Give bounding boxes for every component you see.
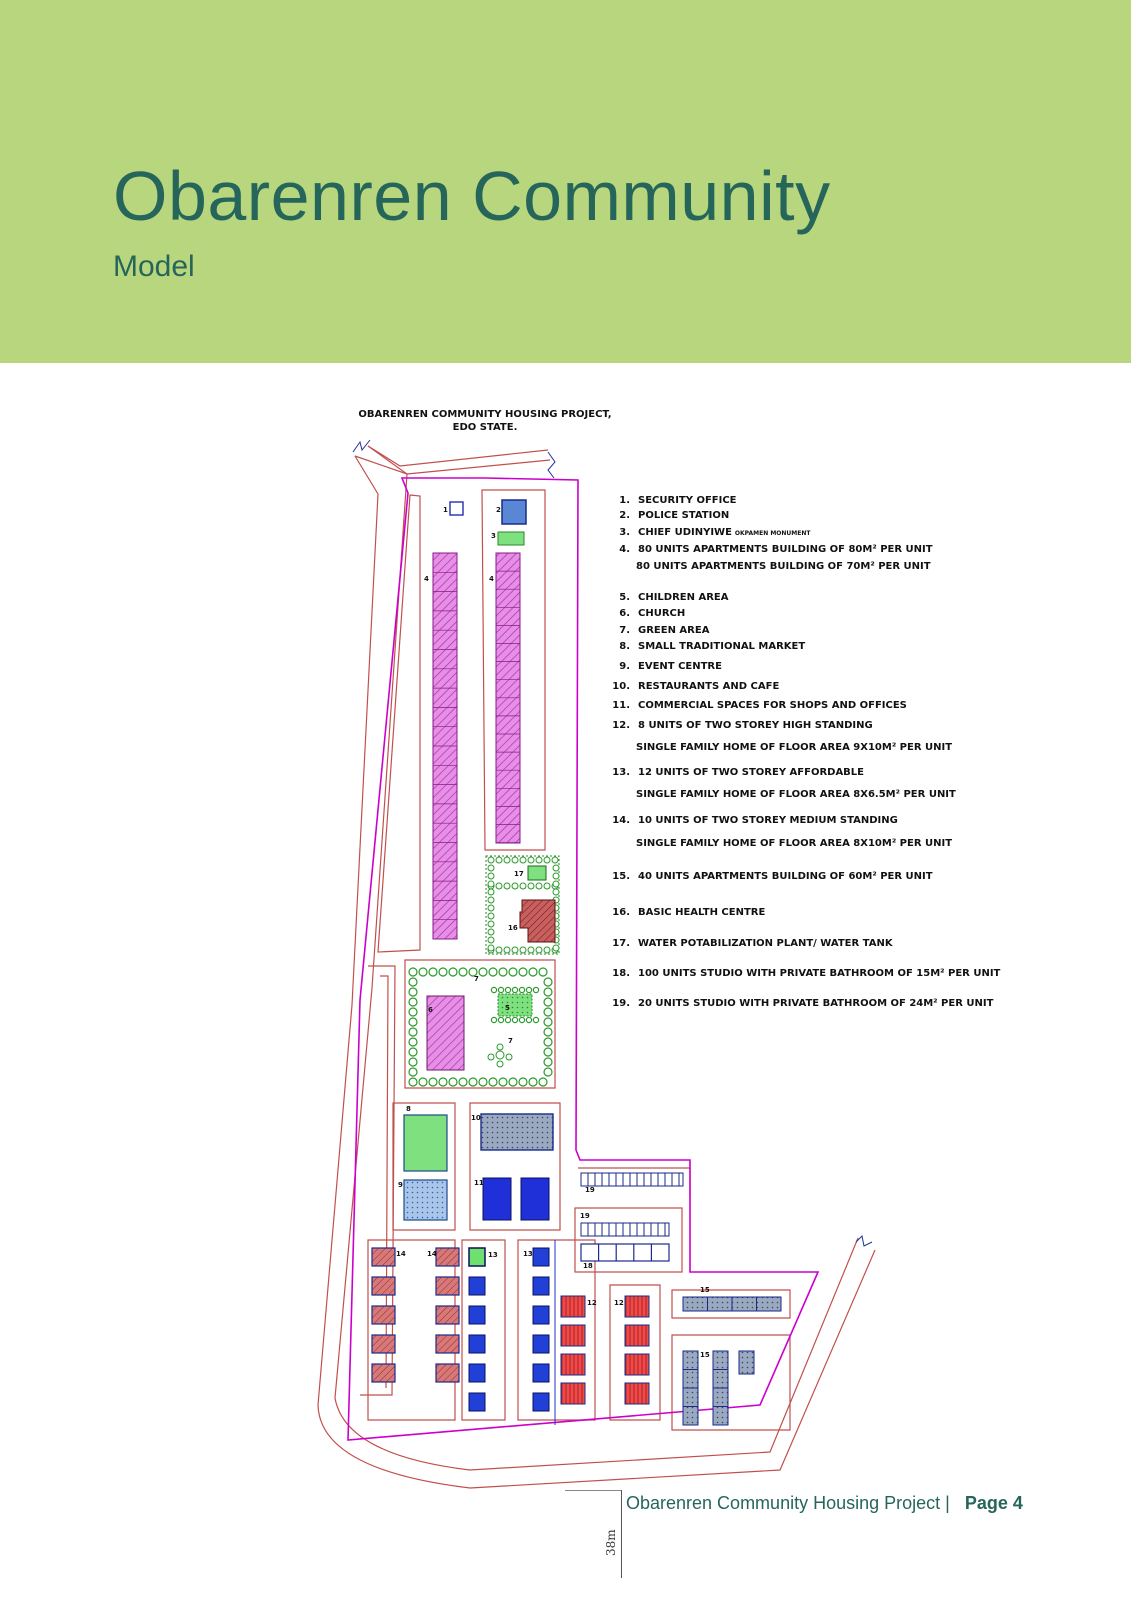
- tree-icon: [469, 1078, 477, 1086]
- tree-icon: [544, 998, 552, 1006]
- tree-icon: [536, 947, 542, 953]
- tree-icon: [409, 1038, 417, 1046]
- legend-item-text: SECURITY OFFICE: [638, 495, 737, 506]
- break-mark-right: [856, 1236, 872, 1246]
- tree-icon: [544, 1068, 552, 1076]
- legend-item-number: 10.: [612, 681, 630, 692]
- house-medium: [436, 1248, 459, 1266]
- studios-19-top: [581, 1173, 683, 1186]
- police-station: [502, 500, 526, 524]
- tree-icon: [504, 883, 510, 889]
- tree-icon: [409, 1048, 417, 1056]
- tree-icon: [409, 1058, 417, 1066]
- scale-label: 38m: [604, 1529, 618, 1556]
- houses-14: [372, 1248, 459, 1382]
- tree-icon: [520, 883, 526, 889]
- tree-icon: [479, 968, 487, 976]
- tree-icon: [488, 921, 494, 927]
- tree-icon: [526, 1017, 531, 1022]
- tree-icon: [552, 857, 558, 863]
- road-block-houses-a: [368, 1240, 455, 1420]
- break-mark-top-right: [548, 452, 555, 478]
- tree-icon: [533, 987, 538, 992]
- houses-12: [561, 1296, 649, 1404]
- tree-icon: [544, 1038, 552, 1046]
- area-label: 6: [428, 1006, 433, 1014]
- tree-icon: [489, 968, 497, 976]
- tree-icon: [488, 937, 494, 943]
- tree-icon: [519, 987, 524, 992]
- house-high-standing: [625, 1383, 649, 1404]
- tree-icon: [553, 865, 559, 871]
- tree-icon: [544, 947, 550, 953]
- legend-item-number: 11.: [612, 700, 630, 711]
- road-lower-left-edge: [360, 966, 395, 1395]
- plan-title-line1: OBARENREN COMMUNITY HOUSING PROJECT,: [358, 409, 612, 420]
- house-medium: [436, 1277, 459, 1295]
- legend-item-number: 1.: [619, 495, 630, 506]
- tree-icon: [449, 968, 457, 976]
- tree-icon: [488, 905, 494, 911]
- legend-item: [606, 681, 779, 692]
- road-top-outer: [355, 456, 550, 474]
- tree-icon: [533, 1017, 538, 1022]
- legend-item-continuation: SINGLE FAMILY HOME OF FLOOR AREA 8X10M² PER UNIT: [636, 838, 953, 849]
- tree-icon: [539, 1078, 547, 1086]
- tree-icon: [519, 1017, 524, 1022]
- house-medium: [436, 1335, 459, 1353]
- area-label: 12: [587, 1299, 597, 1307]
- tree-icon: [496, 857, 502, 863]
- house-affordable: [469, 1335, 485, 1353]
- legend-item-continuation: SINGLE FAMILY HOME OF FLOOR AREA 8X6.5M² PER UNIT: [636, 789, 956, 800]
- area-label: 15: [700, 1351, 710, 1359]
- legend-item-number: 14.: [612, 815, 630, 826]
- legend-item-small-text: OKPAMEN MONUMENT: [734, 530, 811, 537]
- tree-icon: [488, 857, 494, 863]
- legend-item-number: 5.: [619, 592, 630, 603]
- commercial-space-b: [521, 1178, 549, 1220]
- tree-icon: [499, 1078, 507, 1086]
- legend-item-text: 8 UNITS OF TWO STOREY HIGH STANDING: [638, 720, 873, 731]
- legend-item: [606, 495, 737, 506]
- tree-icon: [553, 945, 559, 951]
- tree-icon: [512, 1017, 517, 1022]
- studios-18: [581, 1244, 669, 1261]
- tree-icon: [512, 857, 518, 863]
- tree-icon: [539, 968, 547, 976]
- tree-icon: [488, 929, 494, 935]
- legend-item: [606, 592, 729, 603]
- area-label: 5: [505, 1004, 510, 1012]
- tree-icon: [498, 1017, 503, 1022]
- tree-icon: [544, 1008, 552, 1016]
- tree-icon: [491, 987, 496, 992]
- tree-icon: [409, 1068, 417, 1076]
- tree-icon: [519, 1078, 527, 1086]
- tree-icon: [459, 1078, 467, 1086]
- legend-item-number: 13.: [612, 767, 630, 778]
- house-medium: [372, 1364, 395, 1382]
- legend-item-number: 7.: [619, 625, 630, 636]
- tree-icon: [520, 857, 526, 863]
- legend-item-number: 17.: [612, 938, 630, 949]
- house-medium: [436, 1306, 459, 1324]
- legend-item-text: GREEN AREA: [638, 625, 710, 636]
- tree-icon: [409, 978, 417, 986]
- area-label: 4: [424, 575, 429, 583]
- legend-item: [606, 544, 933, 555]
- tree-icon: [429, 968, 437, 976]
- tree-icon: [544, 1058, 552, 1066]
- plan-title-line2: EDO STATE.: [452, 422, 518, 433]
- road-lower-left-inner: [380, 976, 388, 1388]
- tree-icon: [526, 987, 531, 992]
- tree-icon: [419, 1078, 427, 1086]
- footer-rule-horizontal: [565, 1490, 621, 1491]
- legend-item-number: 2.: [619, 510, 630, 521]
- legend-item-number: 3.: [619, 527, 630, 538]
- legend-item: [606, 938, 893, 949]
- tree-icon: [496, 883, 502, 889]
- tree-icon: [409, 968, 417, 976]
- studio-block: [581, 1244, 669, 1261]
- tree-icon: [528, 883, 534, 889]
- tree-icon: [512, 987, 517, 992]
- tree-icon: [544, 1028, 552, 1036]
- area-label: 1: [443, 506, 448, 514]
- tree-icon: [429, 1078, 437, 1086]
- tree-icon: [488, 897, 494, 903]
- tree-icon: [536, 857, 542, 863]
- tree-icon: [409, 988, 417, 996]
- tree-icon: [488, 865, 494, 871]
- legend-item: [606, 608, 685, 619]
- area-label: 19: [585, 1186, 595, 1194]
- legend-item-number: 19.: [612, 998, 630, 1009]
- tree-icon: [505, 987, 510, 992]
- legend-item: [606, 968, 1000, 979]
- page-title: Obarenren Community: [113, 157, 831, 235]
- area-label: 13: [523, 1250, 533, 1258]
- legend-item-text: 10 UNITS OF TWO STOREY MEDIUM STANDING: [638, 815, 898, 826]
- house-affordable: [469, 1393, 485, 1411]
- studio-block: [581, 1173, 683, 1186]
- commercial-space-a: [483, 1178, 511, 1220]
- area-label: 17: [514, 870, 524, 878]
- legend-item-text: 80 UNITS APARTMENTS BUILDING OF 80M² PER UNIT: [638, 544, 933, 555]
- tree-icon: [544, 988, 552, 996]
- legend-item-continuation: 80 UNITS APARTMENTS BUILDING OF 70M² PER UNIT: [636, 561, 931, 572]
- traditional-market: [404, 1115, 447, 1171]
- tree-icon: [419, 968, 427, 976]
- houses-13: [469, 1248, 549, 1411]
- tree-icon: [553, 881, 559, 887]
- legend-item: [606, 907, 765, 918]
- tree-icon: [544, 1048, 552, 1056]
- area-label: 14: [396, 1250, 406, 1258]
- legend-item-number: 8.: [619, 641, 630, 652]
- tree-icon: [409, 998, 417, 1006]
- legend-item: [606, 527, 810, 538]
- tree-icon: [509, 968, 517, 976]
- security-office: [450, 502, 463, 515]
- tree-icon: [528, 857, 534, 863]
- tree-icon: [544, 1018, 552, 1026]
- house-medium: [436, 1364, 459, 1382]
- area-label: 8: [406, 1105, 411, 1113]
- road-left-block-edge: [378, 495, 420, 952]
- tree-icon: [553, 889, 559, 895]
- house-affordable: [533, 1306, 549, 1324]
- legend-item-number: 6.: [619, 608, 630, 619]
- tree-icon: [488, 913, 494, 919]
- legend-item: [606, 661, 722, 672]
- water-tank: [528, 866, 546, 880]
- road-inner-edge: [335, 446, 858, 1470]
- area-label: 7: [474, 975, 479, 983]
- tree-icon: [504, 947, 510, 953]
- footer-project-name: Obarenren Community Housing Project |: [626, 1493, 950, 1513]
- tree-icon: [491, 1017, 496, 1022]
- legend-item: [606, 641, 805, 652]
- tree-icon: [505, 1017, 510, 1022]
- house-high-standing: [561, 1383, 585, 1404]
- tree-icon: [528, 947, 534, 953]
- house-medium: [372, 1335, 395, 1353]
- house-affordable: [533, 1393, 549, 1411]
- legend-item-number: 16.: [612, 907, 630, 918]
- legend-item-number: 9.: [619, 661, 630, 672]
- house-medium: [372, 1277, 395, 1295]
- tree-icon: [439, 968, 447, 976]
- health-centre: [520, 900, 555, 942]
- legend-item-text: 12 UNITS OF TWO STOREY AFFORDABLE: [638, 767, 865, 778]
- tree-icon: [504, 857, 510, 863]
- tree-icon: [544, 857, 550, 863]
- tree-icon: [489, 1078, 497, 1086]
- legend-item: [606, 815, 898, 826]
- tree-icon: [529, 968, 537, 976]
- children-area: [498, 994, 532, 1016]
- house-medium: [372, 1248, 395, 1266]
- studio-block: [581, 1223, 669, 1236]
- tree-icon: [512, 947, 518, 953]
- house-high-standing: [625, 1354, 649, 1375]
- legend-item: [606, 625, 709, 636]
- legend-item: [606, 720, 873, 731]
- legend-item-number: 18.: [612, 968, 630, 979]
- tree-icon: [479, 1078, 487, 1086]
- house-affordable: [533, 1364, 549, 1382]
- house-affordable: [533, 1335, 549, 1353]
- tree-icon: [544, 883, 550, 889]
- area-label: 11: [474, 1179, 484, 1187]
- legend-item: [606, 767, 864, 778]
- house-high-standing: [625, 1325, 649, 1346]
- tree-icon: [409, 1018, 417, 1026]
- legend-item: [606, 700, 907, 711]
- legend-item-text: CHURCH: [638, 608, 686, 619]
- legend-item-text: SMALL TRADITIONAL MARKET: [638, 641, 806, 652]
- restaurants-cafe: [481, 1114, 553, 1150]
- legend-item-text: POLICE STATION: [638, 510, 730, 521]
- tree-icon: [488, 889, 494, 895]
- tree-icon: [459, 968, 467, 976]
- tree-icon: [536, 883, 542, 889]
- area-label: 15: [700, 1286, 710, 1294]
- legend-item: [606, 871, 933, 882]
- tree-icon: [512, 883, 518, 889]
- tree-icon: [409, 1078, 417, 1086]
- area-label: 12: [614, 1299, 624, 1307]
- event-centre: [404, 1180, 447, 1220]
- area-label: 10: [471, 1114, 481, 1122]
- house-affordable: [469, 1277, 485, 1295]
- house-high-standing: [561, 1325, 585, 1346]
- break-mark-top-left: [353, 440, 370, 452]
- apartments-15: [683, 1297, 781, 1425]
- tree-icon: [529, 1078, 537, 1086]
- area-label: 2: [496, 506, 501, 514]
- legend-item-text: 100 UNITS STUDIO WITH PRIVATE BATHROOM OF 15M² PER UNIT: [638, 968, 1001, 979]
- tree-icon: [509, 1078, 517, 1086]
- green-area-feature: [488, 1044, 512, 1067]
- house-high-standing: [561, 1354, 585, 1375]
- tree-icon: [499, 968, 507, 976]
- tree-icon: [409, 1028, 417, 1036]
- tree-icon: [449, 1078, 457, 1086]
- tree-icon: [488, 873, 494, 879]
- house-affordable: [469, 1364, 485, 1382]
- area-label: 19: [580, 1212, 590, 1220]
- area-label: 3: [491, 532, 496, 540]
- area-label: 4: [489, 575, 494, 583]
- legend-item-number: 15.: [612, 871, 630, 882]
- house-high-standing: [561, 1296, 585, 1317]
- tree-icon: [553, 873, 559, 879]
- house-affordable: [533, 1248, 549, 1266]
- house-affordable: [533, 1277, 549, 1295]
- house-medium: [372, 1306, 395, 1324]
- legend-item-text: CHIEF UDINYIWE: [638, 527, 732, 538]
- tree-icon: [488, 945, 494, 951]
- area-label: 7: [508, 1037, 513, 1045]
- apartment-block: [739, 1351, 754, 1374]
- house-affordable: [469, 1248, 485, 1266]
- tree-icon: [409, 1008, 417, 1016]
- house-affordable: [469, 1306, 485, 1324]
- area-label: 13: [488, 1251, 498, 1259]
- legend-item-text: WATER POTABILIZATION PLANT/ WATER TANK: [638, 938, 893, 949]
- studios-19-lower: [581, 1223, 669, 1236]
- tree-icon: [498, 987, 503, 992]
- tree-icon: [520, 947, 526, 953]
- legend-item-text: COMMERCIAL SPACES FOR SHOPS AND OFFICES: [638, 700, 907, 711]
- tree-icon: [496, 947, 502, 953]
- legend-item-text: CHILDREN AREA: [638, 592, 729, 603]
- legend-item-number: 4.: [619, 544, 630, 555]
- tree-icon: [439, 1078, 447, 1086]
- legend-item: [606, 510, 729, 521]
- tree-icon: [544, 978, 552, 986]
- house-high-standing: [625, 1296, 649, 1317]
- legend-item-text: 20 UNITS STUDIO WITH PRIVATE BATHROOM OF 24M² PER UNIT: [638, 998, 994, 1009]
- area-label: 16: [508, 924, 518, 932]
- tree-icon: [488, 881, 494, 887]
- footer-rule-vertical: [621, 1490, 622, 1578]
- legend-item-text: BASIC HEALTH CENTRE: [638, 907, 766, 918]
- footer: [626, 1493, 1023, 1514]
- area-label: 14: [427, 1250, 437, 1258]
- monument: [498, 532, 524, 545]
- legend-item-text: EVENT CENTRE: [638, 661, 722, 672]
- page-subtitle: Model: [113, 250, 195, 283]
- legend-item-continuation: SINGLE FAMILY HOME OF FLOOR AREA 9X10M² PER UNIT: [636, 742, 953, 753]
- area-label: 9: [398, 1181, 403, 1189]
- tree-icon: [519, 968, 527, 976]
- legend-item: [606, 998, 993, 1009]
- legend-item-text: 40 UNITS APARTMENTS BUILDING OF 60M² PER UNIT: [638, 871, 933, 882]
- legend-item-text: RESTAURANTS AND CAFE: [638, 681, 780, 692]
- legend-item-number: 12.: [612, 720, 630, 731]
- area-label: 18: [583, 1262, 593, 1270]
- footer-page-number: Page 4: [964, 1493, 1023, 1513]
